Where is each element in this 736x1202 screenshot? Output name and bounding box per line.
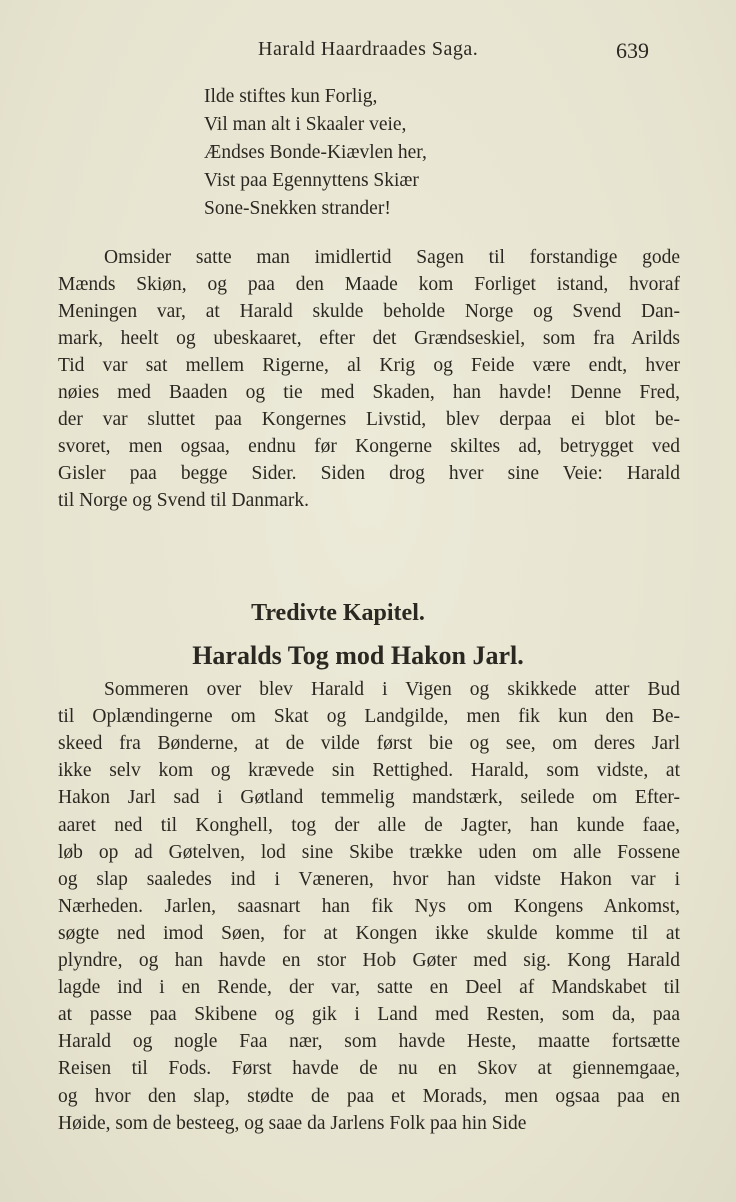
text-line: Harald og nogle Faa nær, som havde Heste, maatte fortsætte <box>58 1031 680 1053</box>
text-line: Høide, som de besteeg, og saae da Jarlens Folk paa hin Side <box>58 1112 527 1134</box>
text-line: aaret ned til Konghell, tog der alle de Jagter, han kunde faae, <box>58 814 680 836</box>
text-line: Meningen var, at Harald skulde beholde Norge og Svend Dan- <box>58 301 680 322</box>
text-line: løb op ad Gøtelven, lod sine Skibe trække uden om alle Fossene <box>58 841 680 863</box>
verse-line: Vil man alt i Skaaler veie, <box>204 114 407 135</box>
text-line: og hvor den slap, stødte de paa et Morads, men ogsaa paa en <box>58 1085 680 1107</box>
text-line: ikke selv kom og krævede sin Rettighed. Harald, som vidste, at <box>58 760 680 782</box>
text-line: Mænds Skiøn, og paa den Maade kom Forliget istand, hvoraf <box>58 274 680 295</box>
text-line: søgte ned imod Søen, for at Kongen ikke skulde komme til at <box>58 922 680 944</box>
text-line: Gisler paa begge Sider. Siden drog hver sine Veie: Harald <box>58 463 680 484</box>
text-line: plyndre, og han havde en stor Hob Gøter med sig. Kong Harald <box>58 950 680 971</box>
text-line: der var sluttet paa Kongernes Livstid, blev derpaa ei blot be- <box>58 409 680 430</box>
text-line: at passe paa Skibene og gik i Land med Resten, som da, paa <box>58 1004 680 1026</box>
page-number: 639 <box>616 38 649 63</box>
text-line: Omsider satte man imidlertid Sagen til forstandige gode <box>104 247 680 268</box>
text-line: og slap saaledes ind i Væneren, hvor han vidste Hakon var i <box>58 868 680 890</box>
text-line: Tid var sat mellem Rigerne, al Krig og Feide være endt, hver <box>58 355 680 376</box>
text-line: Sommeren over blev Harald i Vigen og skikkede atter Bud <box>104 679 680 700</box>
text-line: lagde ind i en Rende, der var, satte en Deel af Mandskabet til <box>58 977 680 999</box>
text-line: Nærheden. Jarlen, saasnart han fik Nys om Kongens Ankomst, <box>58 895 680 917</box>
verse-line: Ilde stiftes kun Forlig, <box>204 86 378 107</box>
chapter-title: Haralds Tog mod Hakon Jarl. <box>192 641 524 670</box>
verse-line: Vist paa Egennyttens Skiær <box>204 170 419 191</box>
verse-line: Ændses Bonde-Kiævlen her, <box>204 142 427 163</box>
text-line: Hakon Jarl sad i Gøtland temmelig mandstærk, seilede om Efter- <box>58 787 680 809</box>
text-line: mark, heelt og ubeskaaret, efter det Grændseskiel, som fra Arilds <box>58 328 680 349</box>
text-line: til Oplændingerne om Skat og Landgilde, men fik kun den Be- <box>58 706 680 728</box>
text-line: Reisen til Fods. Først havde de nu en Skov at giennemgaae, <box>58 1058 680 1080</box>
running-title: Harald Haardraades Saga. <box>258 38 479 60</box>
text-line: skeed fra Bønderne, at de vilde først bie og see, om deres Jarl <box>58 733 680 755</box>
text-line: nøies med Baaden og tie med Skaden, han havde! Denne Fred, <box>58 382 680 403</box>
text-line: til Norge og Svend til Danmark. <box>58 490 309 511</box>
text-line: svoret, men ogsaa, endnu før Kongerne skiltes ad, betrygget ved <box>58 436 680 457</box>
chapter-number: Tredivte Kapitel. <box>251 600 425 626</box>
verse-line: Sone-Snekken strander! <box>204 198 391 219</box>
